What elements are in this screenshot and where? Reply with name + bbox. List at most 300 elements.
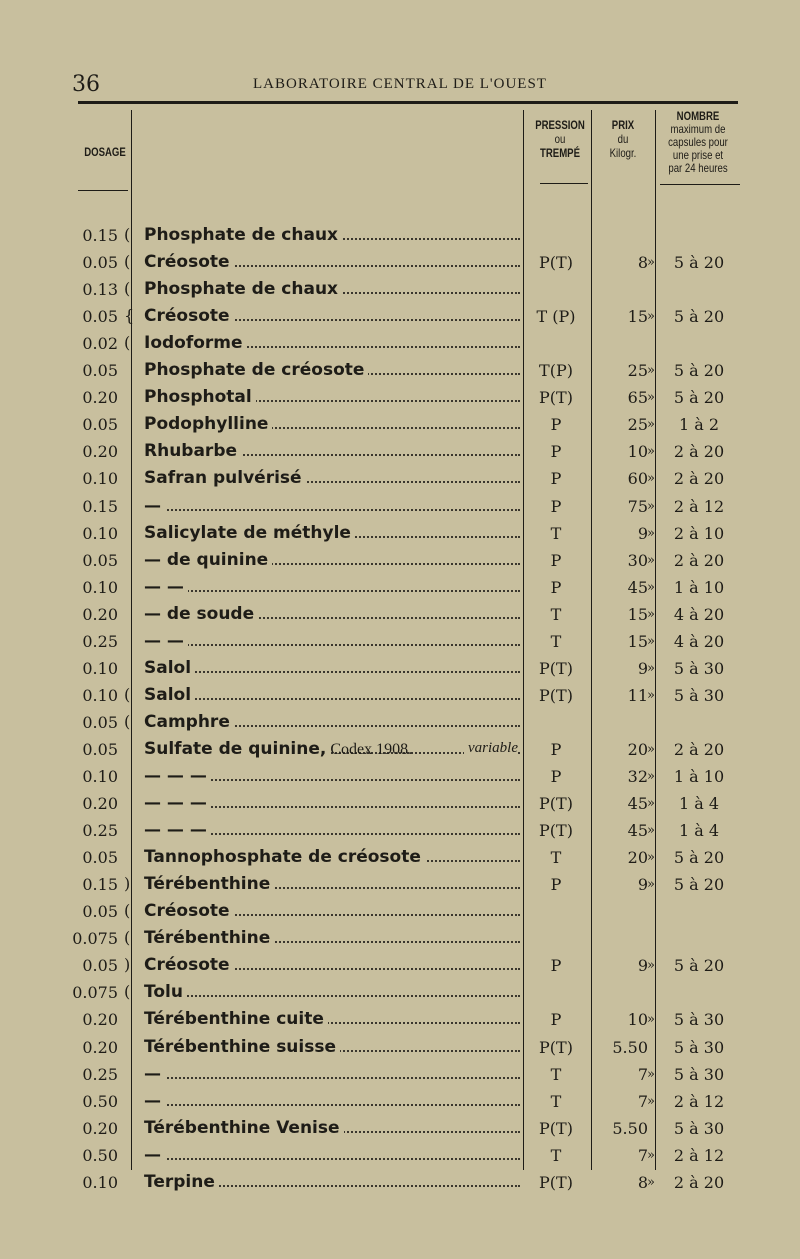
dosage-cell: 0.05 <box>82 848 118 868</box>
nombre-cell: 5 à 30 <box>673 685 725 705</box>
prix-ditto-sign: » <box>647 823 655 839</box>
table-row <box>0 330 800 357</box>
prix-cell: 30 <box>627 550 648 570</box>
product-name: Térébenthine <box>144 874 274 894</box>
product-name: — — <box>144 631 188 651</box>
prix-cell: 32 <box>627 767 648 786</box>
prix-cell: 45 <box>627 577 648 597</box>
product-name: Terpine <box>144 1172 219 1192</box>
column-header-pression <box>528 118 592 160</box>
table-row <box>0 1006 800 1033</box>
prix-ditto-sign: » <box>647 471 655 487</box>
prix-ditto-sign: » <box>647 444 655 460</box>
table-row <box>0 574 800 601</box>
table-row <box>0 1034 800 1061</box>
leader-dots <box>144 509 520 511</box>
product-name-cell <box>144 279 520 299</box>
prix-cell: 15 <box>627 307 648 327</box>
table-row <box>0 222 800 249</box>
table-row <box>0 411 800 438</box>
dosage-cell: 0.20 <box>82 388 118 408</box>
nombre-cell: 5 à 20 <box>673 253 725 273</box>
product-name: — de quinine <box>144 550 272 570</box>
prix-line-1: PRIX <box>611 118 635 132</box>
prix-ditto-sign: » <box>647 877 655 893</box>
grouping-brace: ) <box>124 955 131 975</box>
pression-cell: P(T) <box>539 1118 573 1138</box>
dosage-cell: 0.10 <box>82 1172 118 1192</box>
product-name: Phosphate de créosote <box>144 360 368 380</box>
nombre-cell: 4 à 20 <box>673 604 725 624</box>
prix-ditto-sign: » <box>647 552 655 568</box>
nombre-cell: 1 à 10 <box>673 577 725 597</box>
header-rule <box>78 101 738 104</box>
table-row <box>0 979 800 1006</box>
nombre-line-4: une prise et <box>672 148 724 162</box>
table-row <box>0 1169 800 1196</box>
dosage-cell: 0.05 <box>82 253 118 273</box>
pression-cell: P <box>550 496 562 516</box>
prix-cell: 20 <box>627 739 648 759</box>
table-row <box>0 493 800 520</box>
product-name-cell <box>144 468 520 488</box>
dosage-cell: 0.10 <box>82 767 118 786</box>
prix-cell: 25 <box>627 415 648 435</box>
prix-ditto-sign: » <box>647 1012 655 1028</box>
product-name: Salicylate de méthyle <box>144 523 355 543</box>
product-name: Tannophosphate de créosote <box>144 847 425 867</box>
product-name-cell <box>144 333 520 353</box>
nombre-cell: 5 à 20 <box>673 361 725 381</box>
grouping-brace: ( <box>124 252 131 272</box>
table-row <box>0 709 800 736</box>
prix-cell: 5.50 <box>612 1037 648 1057</box>
product-name-cell <box>144 793 520 813</box>
prix-cell: 11 <box>627 685 648 705</box>
pression-cell: P <box>550 469 562 489</box>
pression-cell: T <box>550 1064 562 1084</box>
prix-ditto-sign: » <box>647 498 655 514</box>
table-row <box>0 1142 800 1169</box>
product-name: — <box>144 1091 165 1111</box>
prix-ditto-sign: » <box>647 309 655 325</box>
variable-note: variable <box>464 740 518 757</box>
prix-ditto-sign: » <box>647 796 655 812</box>
nombre-line-1: NOMBRE <box>676 109 720 123</box>
product-name-cell <box>144 685 520 705</box>
prix-ditto-sign: » <box>647 1093 655 1109</box>
product-name-cell <box>144 306 520 326</box>
page-header <box>0 66 800 100</box>
column-header-dosage: DOSAGE <box>84 145 126 159</box>
dosage-cell: 0.075 <box>72 983 118 1003</box>
prix-ditto-sign: » <box>647 850 655 866</box>
product-name-cell <box>144 414 520 434</box>
grouping-brace: ( <box>124 279 131 299</box>
product-name: Sulfate de quinine, <box>144 739 330 759</box>
product-name: — — — <box>144 820 211 840</box>
prix-ditto-sign: » <box>647 579 655 595</box>
product-name-cell <box>144 982 520 1002</box>
nombre-cell: 2 à 20 <box>673 1172 725 1192</box>
prix-cell: 9 <box>637 523 648 543</box>
product-name: Térébenthine suisse <box>144 1037 340 1057</box>
table-row <box>0 520 800 547</box>
product-name-cell <box>144 523 520 543</box>
nombre-cell: 5 à 30 <box>673 1064 725 1084</box>
product-name: Phosphate de chaux <box>144 225 342 245</box>
dosage-cell: 0.10 <box>82 469 118 489</box>
product-name-cell <box>144 1009 520 1029</box>
product-name: Salol <box>144 658 195 678</box>
nombre-line-2: maximum de <box>670 122 726 136</box>
product-name-cell <box>144 928 520 948</box>
nombre-cell: 5 à 20 <box>673 848 725 868</box>
prix-cell: 45 <box>627 794 648 814</box>
prix-cell: 8 <box>637 253 648 273</box>
product-name-cell <box>144 631 520 651</box>
product-name: — de soude <box>144 604 258 624</box>
product-name-cell <box>144 739 520 759</box>
nombre-cell: 5 à 20 <box>673 956 725 976</box>
dosage-cell: 0.075 <box>72 929 118 949</box>
pression-cell: P <box>550 442 562 462</box>
dosage-cell: 0.10 <box>82 685 118 705</box>
product-name: Térébenthine Venise <box>144 1118 344 1138</box>
prix-ditto-sign: » <box>647 363 655 379</box>
dosage-cell: 0.20 <box>82 1010 118 1030</box>
nombre-cell: 5 à 20 <box>673 388 725 408</box>
dosage-header-underline <box>78 190 128 191</box>
leader-dots <box>144 1077 520 1079</box>
nombre-cell: 2 à 12 <box>673 1091 725 1111</box>
table-row <box>0 736 800 763</box>
table-row <box>0 547 800 574</box>
product-name: Iodoforme <box>144 333 247 353</box>
pression-line-3: TREMPÉ <box>539 146 580 160</box>
product-name-cell <box>144 225 520 245</box>
prix-cell: 10 <box>627 442 648 462</box>
product-name: Térébenthine cuite <box>144 1009 328 1029</box>
product-name: Camphre <box>144 712 234 732</box>
nombre-cell: 2 à 20 <box>673 442 725 462</box>
nombre-cell: 2 à 20 <box>673 739 725 759</box>
pression-cell: T <box>550 1145 562 1165</box>
page-number: 36 <box>72 72 100 97</box>
product-name: — <box>144 1064 165 1084</box>
grouping-brace: ( <box>124 225 131 244</box>
dosage-cell: 0.10 <box>82 523 118 543</box>
prix-line-3: Kilogr. <box>609 146 637 160</box>
table-row <box>0 1115 800 1142</box>
prix-cell: 20 <box>627 848 648 868</box>
dosage-cell: 0.05 <box>82 361 118 381</box>
dosage-cell: 0.02 <box>82 334 118 354</box>
pression-header-underline <box>540 183 588 184</box>
leader-dots <box>144 995 520 997</box>
table-row <box>0 438 800 465</box>
grouping-brace: ) <box>124 874 131 894</box>
nombre-cell: 5 à 30 <box>673 1118 725 1138</box>
table-row <box>0 952 800 979</box>
grouping-brace: ( <box>124 982 131 1002</box>
dosage-cell: 0.25 <box>82 1064 118 1084</box>
pression-cell: P <box>550 1010 562 1030</box>
table-row <box>0 1061 800 1088</box>
prix-cell: 75 <box>627 496 648 516</box>
pression-cell: P <box>550 875 562 895</box>
prix-cell: 7 <box>637 1064 648 1084</box>
product-name: — <box>144 496 165 516</box>
product-name-cell <box>144 712 520 732</box>
dosage-cell: 0.15 <box>82 875 118 895</box>
table-row <box>0 357 800 384</box>
prix-line-2: du <box>617 132 629 146</box>
prix-cell: 15 <box>627 604 648 624</box>
column-header-nombre <box>658 110 738 175</box>
prix-cell: 9 <box>637 875 648 895</box>
table-row <box>0 871 800 898</box>
product-name: — <box>144 1145 165 1165</box>
product-name-cell <box>144 1145 520 1165</box>
product-name: Podophylline <box>144 414 272 434</box>
product-name: Créosote <box>144 252 234 272</box>
product-name-cell <box>144 847 520 867</box>
table-row <box>0 249 800 276</box>
pression-cell: T <box>550 631 562 651</box>
product-name: — — — <box>144 793 211 813</box>
grouping-brace: ( <box>124 684 131 704</box>
pression-line-2: ou <box>554 132 566 146</box>
product-name-cell <box>144 1037 520 1057</box>
nombre-header-underline <box>660 184 740 185</box>
table-row <box>0 1088 800 1115</box>
pression-cell: T <box>550 523 562 543</box>
product-name-cell <box>144 658 520 678</box>
product-name-cell <box>144 550 520 570</box>
prix-ditto-sign: » <box>647 633 655 649</box>
prix-cell: 45 <box>627 821 648 841</box>
grouping-brace: ( <box>124 333 131 353</box>
pression-cell: P(T) <box>539 1037 573 1057</box>
product-name-cell <box>144 955 520 975</box>
dosage-cell: 0.15 <box>82 496 118 516</box>
nombre-cell: 5 à 30 <box>673 1010 725 1030</box>
column-header-prix <box>598 118 648 160</box>
dosage-cell: 0.25 <box>82 821 118 841</box>
pression-cell: P <box>550 739 562 759</box>
product-name: Safran pulvérisé <box>144 468 306 488</box>
product-name-cell <box>144 441 520 461</box>
pression-cell: P(T) <box>539 821 573 841</box>
prix-cell: 8 <box>637 1172 648 1192</box>
dosage-cell: 0.50 <box>82 1145 118 1165</box>
grouping-brace: { <box>124 306 135 326</box>
nombre-cell: 1 à 4 <box>678 794 720 814</box>
pression-cell: P(T) <box>539 658 573 678</box>
product-name-cell <box>144 604 520 624</box>
prix-cell: 7 <box>637 1145 648 1165</box>
product-name: Phosphate de chaux <box>144 279 342 299</box>
table-row <box>0 925 800 952</box>
dosage-cell: 0.05 <box>82 712 118 732</box>
table-row <box>0 682 800 709</box>
table-row <box>0 817 800 844</box>
product-name-cell <box>144 1172 520 1192</box>
dosage-cell: 0.10 <box>82 658 118 678</box>
table-row <box>0 898 800 925</box>
pression-cell: P <box>550 956 562 976</box>
product-name-cell <box>144 1064 520 1084</box>
leader-dots <box>144 1104 520 1106</box>
prix-ditto-sign: » <box>647 660 655 676</box>
pression-cell: P(T) <box>539 794 573 814</box>
prix-ditto-sign: » <box>647 1174 655 1190</box>
table-row <box>0 276 800 303</box>
pression-cell: T (P) <box>536 307 576 327</box>
product-name-cell <box>144 360 520 380</box>
nombre-cell: 1 à 10 <box>673 767 725 786</box>
prix-ditto-sign: » <box>647 958 655 974</box>
prix-ditto-sign: » <box>647 606 655 622</box>
dosage-cell: 0.20 <box>82 604 118 624</box>
product-name-cell <box>144 874 520 894</box>
dosage-cell: 0.05 <box>82 415 118 435</box>
product-name: Phosphotal <box>144 387 256 407</box>
nombre-line-5: par 24 heures <box>668 161 728 175</box>
table-row <box>0 303 800 330</box>
prix-ditto-sign: » <box>647 390 655 406</box>
dosage-cell: 0.25 <box>82 631 118 651</box>
pression-cell: P(T) <box>539 253 573 273</box>
table-row <box>0 655 800 682</box>
dosage-cell: 0.20 <box>82 442 118 462</box>
dosage-cell: 0.10 <box>82 577 118 597</box>
product-name: Tolu <box>144 982 187 1002</box>
product-name-cell <box>144 496 520 516</box>
prix-cell: 10 <box>627 1010 648 1030</box>
table-row <box>0 384 800 411</box>
leader-dots <box>144 590 520 592</box>
product-name: Térébenthine <box>144 928 274 948</box>
product-name: Salol <box>144 685 195 705</box>
table-row <box>0 844 800 871</box>
prix-cell: 9 <box>637 658 648 678</box>
pression-cell: P <box>550 767 562 786</box>
dosage-cell: 0.20 <box>82 794 118 814</box>
dosage-cell: 0.20 <box>82 1118 118 1138</box>
dosage-cell: 0.15 <box>82 226 118 245</box>
prix-cell: 5.50 <box>612 1118 648 1138</box>
product-name-cell <box>144 577 520 597</box>
prix-cell: 25 <box>627 361 648 381</box>
nombre-cell: 2 à 20 <box>673 469 725 489</box>
grouping-brace: ( <box>124 901 131 921</box>
table-row <box>0 763 800 790</box>
dosage-cell: 0.05 <box>82 956 118 976</box>
leader-dots <box>144 671 520 673</box>
product-name: — — — <box>144 766 211 786</box>
nombre-cell: 1 à 2 <box>678 415 720 435</box>
nombre-cell: 5 à 20 <box>673 307 725 327</box>
dosage-cell: 0.20 <box>82 1037 118 1057</box>
product-note: Codex 1908. <box>330 740 413 758</box>
prix-cell: 9 <box>637 956 648 976</box>
pression-cell: P <box>550 577 562 597</box>
prix-ditto-sign: » <box>647 417 655 433</box>
prix-ditto-sign: » <box>647 525 655 541</box>
product-name-cell <box>144 387 520 407</box>
running-title: LABORATOIRE CENTRAL DE L'OUEST <box>253 76 547 92</box>
dosage-cell: 0.05 <box>82 307 118 327</box>
table-row <box>0 628 800 655</box>
grouping-brace: ( <box>124 711 131 731</box>
nombre-cell: 5 à 30 <box>673 658 725 678</box>
prix-ditto-sign: » <box>647 741 655 757</box>
grouping-brace: ( <box>124 928 131 948</box>
product-name: Rhubarbe <box>144 441 241 461</box>
table-row <box>0 790 800 817</box>
prix-cell: 15 <box>627 631 648 651</box>
dosage-cell: 0.05 <box>82 550 118 570</box>
dosage-cell: 0.05 <box>82 902 118 922</box>
product-name: Créosote <box>144 901 234 921</box>
pression-cell: T <box>550 848 562 868</box>
product-name-cell <box>144 1118 520 1138</box>
nombre-cell: 2 à 12 <box>673 496 725 516</box>
nombre-cell: 5 à 30 <box>673 1037 725 1057</box>
prix-ditto-sign: » <box>647 687 655 703</box>
nombre-cell: 1 à 4 <box>678 821 720 841</box>
nombre-cell: 2 à 10 <box>673 523 725 543</box>
product-name: Créosote <box>144 955 234 975</box>
prix-cell: 60 <box>627 469 648 489</box>
product-name-cell <box>144 766 520 786</box>
pression-cell: T(P) <box>539 361 573 381</box>
prix-ditto-sign: » <box>647 1066 655 1082</box>
dosage-cell: 0.05 <box>82 739 118 759</box>
product-name-cell <box>144 1091 520 1111</box>
table-row <box>0 465 800 492</box>
leader-dots <box>144 644 520 646</box>
leader-dots <box>144 698 520 700</box>
product-name: Créosote <box>144 306 234 326</box>
leader-dots <box>144 1158 520 1160</box>
prix-cell: 7 <box>637 1091 648 1111</box>
pression-cell: T <box>550 1091 562 1111</box>
prix-ditto-sign: » <box>647 1147 655 1163</box>
prix-cell: 65 <box>627 388 648 408</box>
pression-cell: P(T) <box>539 388 573 408</box>
prix-ditto-sign: » <box>647 255 655 271</box>
pression-cell: P <box>550 415 562 435</box>
nombre-cell: 5 à 20 <box>673 875 725 895</box>
table-row <box>0 601 800 628</box>
nombre-cell: 2 à 20 <box>673 550 725 570</box>
dosage-cell: 0.13 <box>82 280 118 300</box>
dosage-cell: 0.50 <box>82 1091 118 1111</box>
prix-ditto-sign: » <box>647 769 655 784</box>
nombre-cell: 2 à 12 <box>673 1145 725 1165</box>
product-name-cell <box>144 252 520 272</box>
nombre-cell: 4 à 20 <box>673 631 725 651</box>
nombre-line-3: capsules pour <box>668 135 728 149</box>
pression-line-1: PRESSION <box>535 118 585 132</box>
pression-cell: P(T) <box>539 1172 573 1192</box>
pression-cell: T <box>550 604 562 624</box>
product-name: — — <box>144 577 188 597</box>
pression-cell: P(T) <box>539 685 573 705</box>
